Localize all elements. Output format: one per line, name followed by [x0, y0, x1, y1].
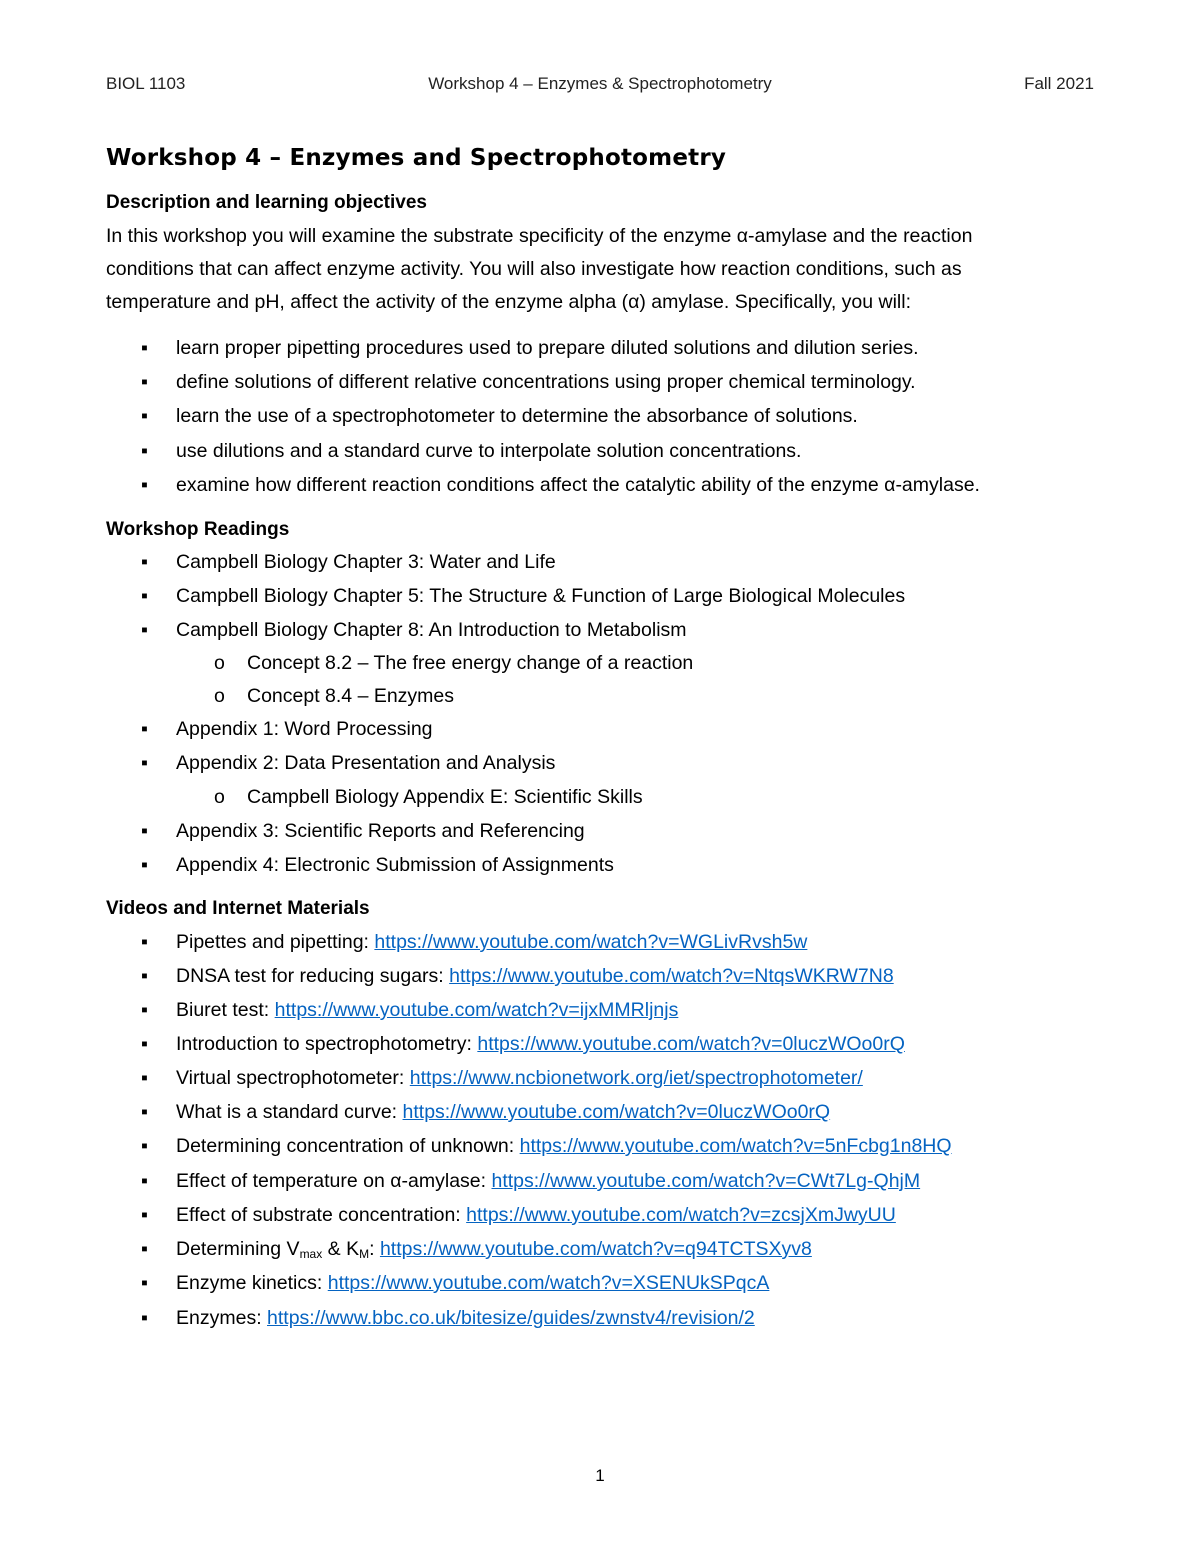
bullet-icon: ▪	[141, 1307, 148, 1329]
header-term: Fall 2021	[1024, 74, 1094, 93]
bullet-icon: ▪	[141, 931, 148, 953]
video-label: Determining $V_{max}$ & $K_M$:	[176, 1238, 375, 1261]
video-link[interactable]: https://www.ncbionetwork.org/iet/spectrophotometer/	[409, 1067, 863, 1089]
video-link[interactable]: https://www.youtube.com/watch?v=NtqsWKRW7N8	[449, 965, 894, 987]
page-header	[106, 74, 1094, 98]
bullet-icon: ▪	[141, 551, 148, 573]
description-line: conditions that can affect enzyme activity. You will also investigate how reaction conditions, such as	[106, 258, 962, 280]
bullet-icon: ▪	[141, 337, 148, 359]
description-line: temperature and pH, affect the activity of the enzyme alpha (α) amylase. Specifically, you will:	[106, 291, 912, 313]
bullet-icon: ▪	[141, 752, 148, 774]
bullet-icon: ▪	[141, 1067, 148, 1089]
reading-text: Appendix 2: Data Presentation and Analysis	[176, 752, 556, 774]
video-label: What is a standard curve:	[176, 1101, 398, 1123]
bullet-icon: ▪	[141, 405, 148, 427]
video-link[interactable]: https://www.youtube.com/watch?v=5nFcbg1n8HQ	[519, 1135, 952, 1157]
bullet-icon: ▪	[141, 1272, 148, 1294]
video-label: Determining concentration of unknown:	[176, 1135, 515, 1157]
videos-heading: Videos and Internet Materials	[106, 898, 370, 919]
description-paragraph	[106, 220, 1096, 319]
reading-text: Appendix 1: Word Processing	[176, 718, 433, 740]
video-link[interactable]: https://www.youtube.com/watch?v=0luczWOo0rQ	[477, 1033, 905, 1055]
video-link[interactable]: https://www.bbc.co.uk/bitesize/guides/zwnstv4/revision/2	[267, 1307, 755, 1329]
bullet-icon: ▪	[141, 1238, 148, 1260]
circle-bullet-icon: o	[214, 786, 225, 808]
header-title: Workshop 4 – Enzymes & Spectrophotometry	[428, 74, 772, 93]
reading-text: Appendix 3: Scientific Reports and Referencing	[176, 820, 585, 842]
reading-text: Appendix 4: Electronic Submission of Assignments	[176, 854, 614, 876]
description-line: In this workshop you will examine the substrate specificity of the enzyme α-amylase and the reaction	[106, 225, 973, 247]
video-link[interactable]: https://www.youtube.com/watch?v=WGLivRvsh5w	[374, 931, 808, 953]
circle-bullet-icon: o	[214, 685, 225, 707]
video-label: Virtual spectrophotometer:	[176, 1067, 405, 1089]
bullet-icon: ▪	[141, 1135, 148, 1157]
bullet-icon: ▪	[141, 619, 148, 641]
video-label: DNSA test for reducing sugars:	[176, 965, 444, 987]
objective-text: use dilutions and a standard curve to interpolate solution concentrations.	[176, 440, 802, 462]
video-label: Enzyme kinetics:	[176, 1272, 323, 1294]
bullet-icon: ▪	[141, 820, 148, 842]
bullet-icon: ▪	[141, 965, 148, 987]
reading-subitem-text: Concept 8.2 – The free energy change of a reaction	[247, 652, 694, 674]
bullet-icon: ▪	[141, 999, 148, 1021]
video-link[interactable]: https://www.youtube.com/watch?v=0luczWOo0rQ	[402, 1101, 831, 1123]
reading-text: Campbell Biology Chapter 8: An Introduction to Metabolism	[176, 619, 687, 641]
objective-text: learn proper pipetting procedures used to prepare diluted solutions and dilution series.	[176, 337, 919, 359]
bullet-icon: ▪	[141, 585, 148, 607]
video-link[interactable]: https://www.youtube.com/watch?v=XSENUkSPqcA	[327, 1272, 770, 1294]
objective-text: examine how different reaction conditions affect the catalytic ability of the enzyme α-amylase.	[176, 474, 980, 496]
video-link[interactable]: https://www.youtube.com/watch?v=CWt7Lg-QhjM	[491, 1170, 921, 1192]
reading-text: Campbell Biology Chapter 3: Water and Life	[176, 551, 556, 573]
bullet-icon: ▪	[141, 718, 148, 740]
page-number: 1	[595, 1466, 605, 1485]
circle-bullet-icon: o	[214, 652, 225, 674]
video-label: Effect of substrate concentration:	[176, 1204, 461, 1226]
bullet-icon: ▪	[141, 371, 148, 393]
objective-text: define solutions of different relative concentrations using proper chemical terminology.	[176, 371, 916, 393]
video-label: Enzymes:	[176, 1307, 262, 1329]
reading-subitem-text: Concept 8.4 – Enzymes	[247, 685, 455, 707]
description-heading: Description and learning objectives	[106, 192, 427, 213]
bullet-icon: ▪	[141, 1204, 148, 1226]
header-course: BIOL 1103	[106, 74, 186, 93]
reading-text: Campbell Biology Chapter 5: The Structure & Function of Large Biological Molecules	[176, 585, 906, 607]
video-link[interactable]: https://www.youtube.com/watch?v=q94TCTSXyv8	[379, 1238, 812, 1260]
bullet-icon: ▪	[141, 474, 148, 496]
readings-heading: Workshop Readings	[106, 519, 290, 540]
objective-text: learn the use of a spectrophotometer to determine the absorbance of solutions.	[176, 405, 858, 427]
video-label: Pipettes and pipetting:	[176, 931, 369, 953]
bullet-icon: ▪	[141, 1033, 148, 1055]
bullet-icon: ▪	[141, 1170, 148, 1192]
video-label: Biuret test:	[176, 999, 270, 1021]
bullet-icon: ▪	[141, 1101, 148, 1123]
video-link[interactable]: https://www.youtube.com/watch?v=zcsjXmJwyUU	[466, 1204, 896, 1226]
video-label: Introduction to spectrophotometry:	[176, 1033, 472, 1055]
video-link[interactable]: https://www.youtube.com/watch?v=ijxMMRljnjs	[274, 999, 679, 1021]
bullet-icon: ▪	[141, 854, 148, 876]
page-title: Workshop 4 – Enzymes and Spectrophotometry	[106, 145, 727, 171]
bullet-icon: ▪	[141, 440, 148, 462]
reading-subitem-text: Campbell Biology Appendix E: Scientific Skills	[247, 786, 643, 808]
video-label: Effect of temperature on α-amylase:	[176, 1170, 487, 1192]
